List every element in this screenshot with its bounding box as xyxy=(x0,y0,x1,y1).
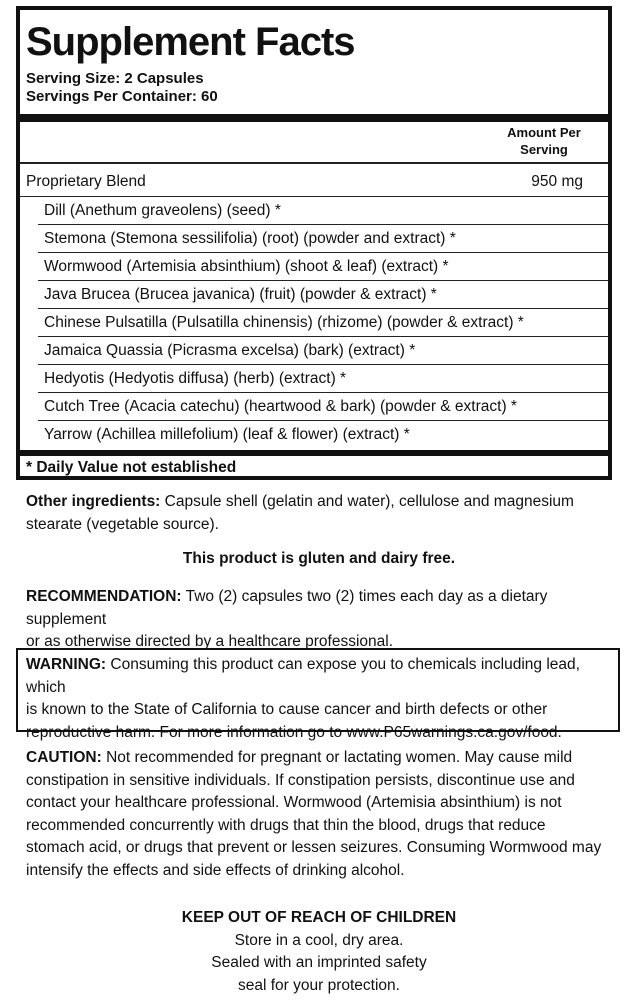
ingredient-row xyxy=(20,393,608,421)
ingredient-row xyxy=(20,365,608,393)
blend-row xyxy=(20,168,608,196)
ingredient-label: Dill (Anethum graveolens) (seed) * xyxy=(44,202,281,219)
amount-per-serving-header xyxy=(494,124,594,158)
ingredient-label: Yarrow (Achillea millefolium) (leaf & flower) (extract) * xyxy=(44,426,410,443)
ingredient-row xyxy=(20,197,608,225)
daily-value-footnote: * Daily Value not established xyxy=(26,459,237,476)
ingredient-row xyxy=(20,309,608,337)
caution-line2: constipation in sensitive individuals. If constipation persists, discontinue use and xyxy=(26,771,575,789)
caution-line3: contact your healthcare professional. Wormwood (Artemisia absinthium) is not xyxy=(26,794,562,811)
caution-line1: Not recommended for pregnant or lactating women. May cause mild xyxy=(101,749,573,766)
caution-line6: intensify the effects and side effects of drinking alcohol. xyxy=(26,861,405,879)
other-ingredients-label: Other ingredients: xyxy=(26,493,161,510)
ingredient-row xyxy=(20,253,608,281)
warning-line2: is known to the State of California to cause cancer and birth defects or other xyxy=(26,701,548,718)
caution xyxy=(26,747,616,882)
prop65-warning-box xyxy=(16,648,620,741)
caution-line5: stomach acid, or drugs that prevent or lessen seizures. Consuming Wormwood may xyxy=(26,839,602,856)
top-thick-divider xyxy=(20,114,608,122)
caution-label: CAUTION: xyxy=(26,749,102,766)
ingredient-label: Stemona (Stemona sessilifolia) (root) (powder and extract) * xyxy=(44,230,456,247)
warning-text xyxy=(26,654,612,744)
warning-label: WARNING: xyxy=(26,656,107,673)
other-ingredients-line1: Capsule shell (gelatin and water), cellulose and magnesium xyxy=(160,493,574,510)
supplement-facts-panel xyxy=(16,6,612,480)
ingredient-label: Jamaica Quassia (Picrasma excelsa) (bark) (extract) * xyxy=(44,342,416,359)
keep-out-of-reach-heading: KEEP OUT OF REACH OF CHILDREN xyxy=(181,909,457,926)
warning-line3: reproductive harm. For more information go to www.P65warnings.ca.gov/food. xyxy=(26,723,562,741)
amount-header-line2: Serving xyxy=(520,142,568,157)
other-ingredients xyxy=(26,491,616,536)
ingredient-label: Hedyotis (Hedyotis diffusa) (herb) (extract) * xyxy=(44,370,347,387)
blend-amount: 950 mg xyxy=(531,173,583,190)
recommendation-line2: or as otherwise directed by a healthcare professional. xyxy=(26,633,394,650)
storage-section xyxy=(0,907,638,997)
ingredient-row xyxy=(20,337,608,365)
warning-line1: Consuming this product can expose you to chemicals including lead, which xyxy=(26,656,580,696)
recommendation xyxy=(26,586,616,654)
serving-size: Serving Size: 2 Capsules xyxy=(26,70,204,87)
ingredient-label: Wormwood (Artemisia absinthium) (shoot & leaf) (extract) * xyxy=(44,258,449,275)
ingredient-label: Java Brucea (Brucea javanica) (fruit) (powder & extract) * xyxy=(44,286,437,303)
caution-line4: recommended concurrently with drugs that thin the blood, drugs that reduce xyxy=(26,816,546,834)
other-ingredients-line2: stearate (vegetable source). xyxy=(26,515,219,533)
header-divider xyxy=(20,162,608,164)
ingredient-row xyxy=(20,421,608,449)
bottom-thick-divider xyxy=(20,450,608,456)
servings-per-container: Servings Per Container: 60 xyxy=(26,88,218,105)
storage-line3: seal for your protection. xyxy=(238,976,400,994)
storage-line1: Store in a cool, dry area. xyxy=(234,931,404,949)
gluten-dairy-statement: This product is gluten and dairy free. xyxy=(182,550,456,567)
amount-header-line1: Amount Per xyxy=(507,125,581,140)
storage-line2: Sealed with an imprinted safety xyxy=(211,954,427,971)
recommendation-label: RECOMMENDATION: xyxy=(26,588,182,605)
ingredient-label: Chinese Pulsatilla (Pulsatilla chinensis) (rhizome) (powder & extract) * xyxy=(44,314,524,331)
ingredient-label: Cutch Tree (Acacia catechu) (heartwood & bark) (powder & extract) * xyxy=(44,398,517,415)
ingredient-row xyxy=(20,281,608,309)
recommendation-line1: Two (2) capsules two (2) times each day as a dietary supplement xyxy=(26,588,548,628)
ingredient-row xyxy=(20,225,608,253)
panel-title: Supplement Facts xyxy=(26,20,355,64)
blend-label: Proprietary Blend xyxy=(26,173,146,190)
